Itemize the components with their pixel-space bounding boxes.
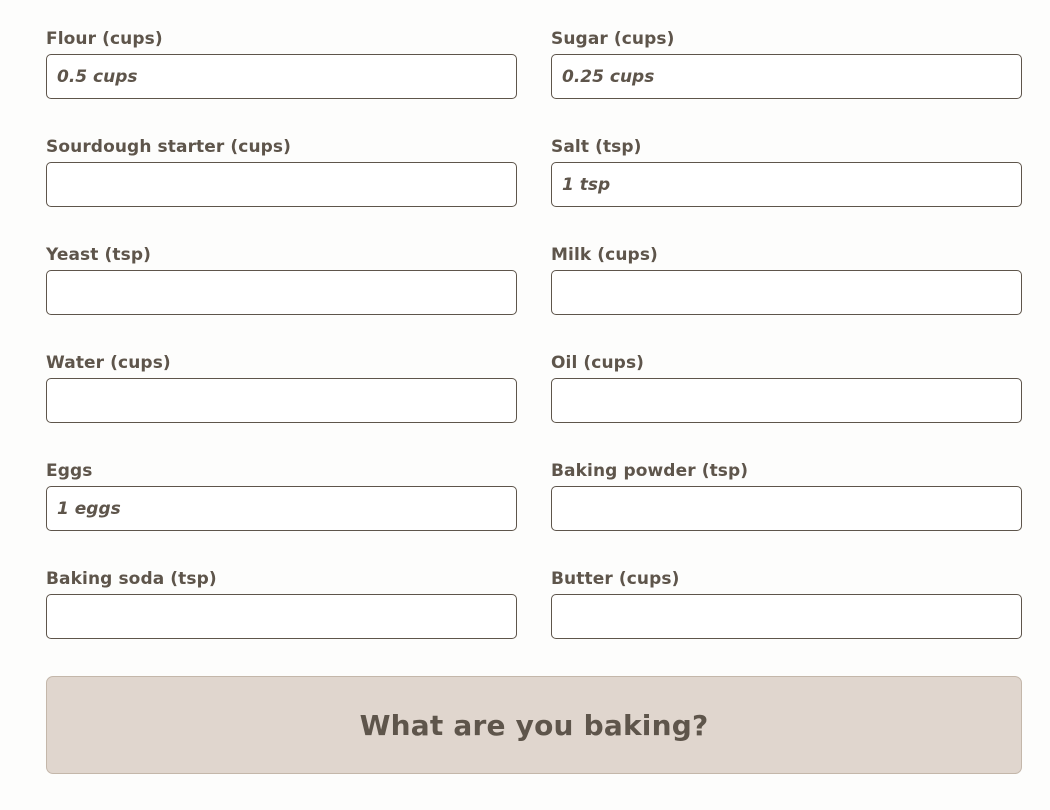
butter-input[interactable] xyxy=(551,594,1022,639)
field-baking-powder xyxy=(551,460,1022,531)
butter-label: Butter (cups) xyxy=(551,569,680,589)
sugar-label: Sugar (cups) xyxy=(551,29,675,49)
salt-label: Salt (tsp) xyxy=(551,137,642,157)
field-yeast xyxy=(46,244,517,315)
field-water xyxy=(46,352,517,423)
milk-input[interactable] xyxy=(551,270,1022,315)
baking-powder-label: Baking powder (tsp) xyxy=(551,461,749,481)
field-sourdough-starter xyxy=(46,136,517,207)
baking-soda-label: Baking soda (tsp) xyxy=(46,569,217,589)
yeast-input[interactable] xyxy=(46,270,517,315)
field-butter xyxy=(551,568,1022,639)
eggs-label: Eggs xyxy=(46,461,93,481)
eggs-input[interactable] xyxy=(46,486,517,531)
ingredient-grid xyxy=(46,28,1022,639)
field-baking-soda xyxy=(46,568,517,639)
sugar-input[interactable] xyxy=(551,54,1022,99)
water-input[interactable] xyxy=(46,378,517,423)
flour-label: Flour (cups) xyxy=(46,29,163,49)
field-oil xyxy=(551,352,1022,423)
milk-label: Milk (cups) xyxy=(551,245,658,265)
field-salt xyxy=(551,136,1022,207)
ingredient-form xyxy=(46,28,1022,774)
field-flour xyxy=(46,28,517,99)
field-eggs xyxy=(46,460,517,531)
water-label: Water (cups) xyxy=(46,353,171,373)
what-are-you-baking-button[interactable]: What are you baking? xyxy=(46,676,1022,774)
flour-input[interactable] xyxy=(46,54,517,99)
salt-input[interactable] xyxy=(551,162,1022,207)
field-sugar xyxy=(551,28,1022,99)
sourdough-starter-input[interactable] xyxy=(46,162,517,207)
baking-powder-input[interactable] xyxy=(551,486,1022,531)
yeast-label: Yeast (tsp) xyxy=(46,245,151,265)
oil-input[interactable] xyxy=(551,378,1022,423)
baking-soda-input[interactable] xyxy=(46,594,517,639)
field-milk xyxy=(551,244,1022,315)
sourdough-starter-label: Sourdough starter (cups) xyxy=(46,137,292,157)
oil-label: Oil (cups) xyxy=(551,353,645,373)
